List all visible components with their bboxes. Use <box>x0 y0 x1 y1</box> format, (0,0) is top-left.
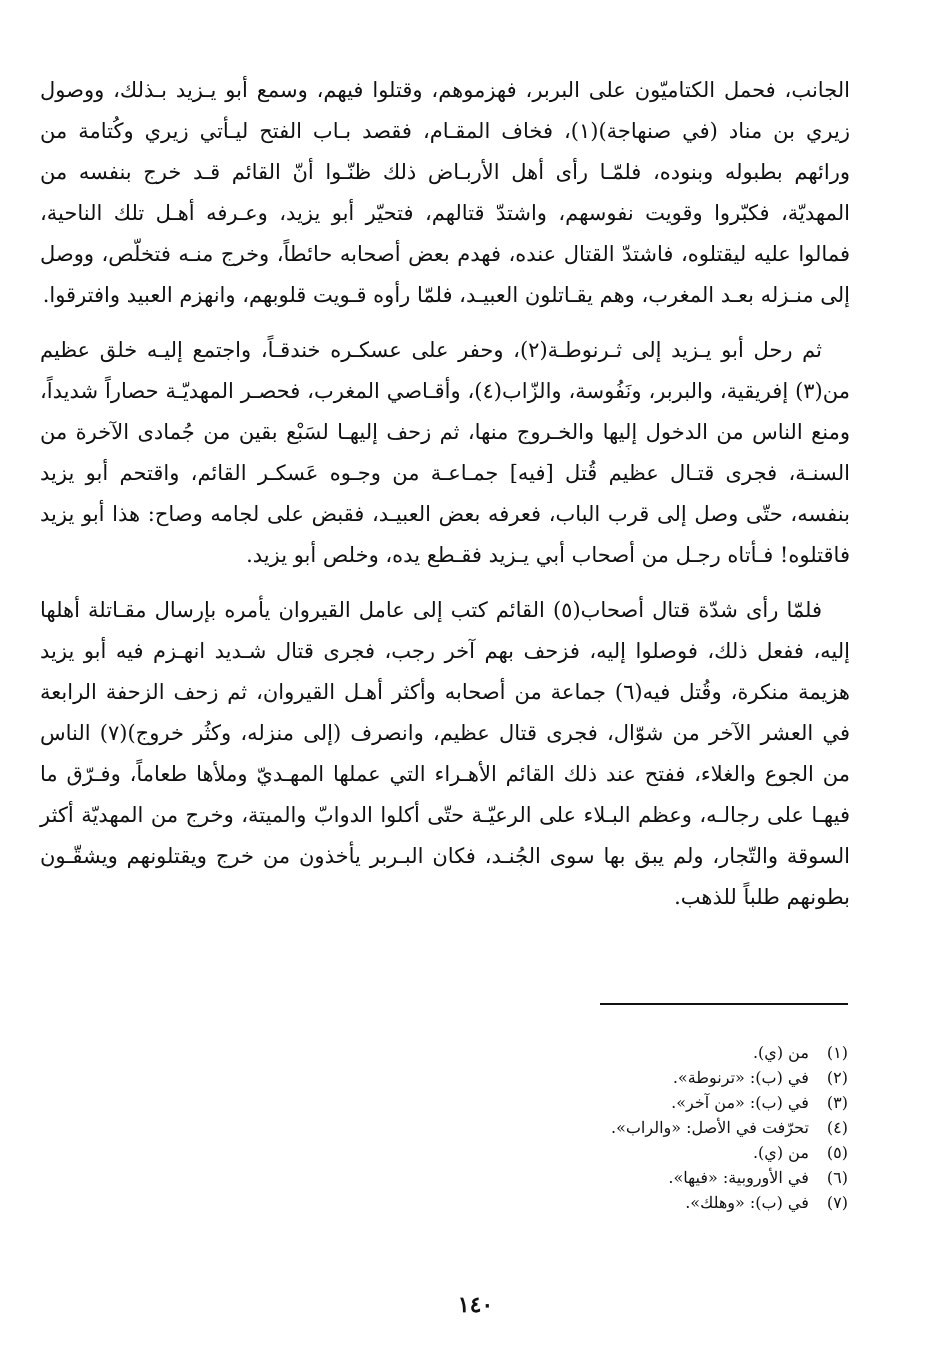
footnote-1 <box>148 1040 848 1065</box>
footnote-number: (٤) <box>826 1118 848 1137</box>
footnote-text: في (ب): «وهلك». <box>685 1193 809 1212</box>
footnote-text: في الأوروبية: «فيها». <box>668 1168 809 1187</box>
paragraph-1: الجانب، فحمل الكتاميّون على البربر، فهزموهم، وقتلوا فيهم، وسمع أبو يـزيد بـذلك، ووصول زيري بن مناد (في صنهاجة)(١)، فخاف المقـام، فقصد بـاب الفتح ليـأتي زيري وكُتامة من ورائهم بطبوله وبنوده، فلمّـا رأى أهل الأربـاض ذلك ظنّـوا أنّ القائم قـد خرج بنفسه من المهديّة، فكبّروا وقويت نفوسهم، واشتدّ قتالهم، فتحيّر أبو يزيد، وعـرفه أهـل تلك الناحية، فمالوا عليه ليقتلوه، فاشتدّ القتال عنده، فهدم بعض أصحابه حائطاً، وخرج منـه فتخلّص، ووصل إلى منـزله بعـد المغرب، وهم يقـاتلون العبيـد، فلمّا رأوه قـويت قلوبهم، وانهزم العبيد وافترقوا. <box>40 78 851 307</box>
footnote-text: في (ب): «من آخر». <box>671 1093 809 1112</box>
footnote-7 <box>148 1190 848 1215</box>
footnote-text: من (ي). <box>752 1143 809 1162</box>
footnote-number: (١) <box>826 1043 848 1062</box>
footnote-6 <box>148 1165 848 1190</box>
paragraph-3: فلمّا رأى شدّة قتال أصحاب(٥) القائم كتب إلى عامل القيروان يأمره بإرسال مقـاتلة أهلها إليه، ففعل ذلك، فوصلوا إليه، فزحف بهم آخر رجب، فجرى قتال شـديد انهـزم فيه أبو يزيد هزيمة منكرة، وقُتل فيه(٦) جماعة من أصحابه وأكثر أهـل القيروان، ثم زحف الزحفة الرابعة في العشر الآخر من شوّال، فجرى قتال عظيم، وانصرف (إلى منزله، وكثُر خروج)(٧) الناس من الجوع والغلاء، ففتح عند ذلك القائم الأهـراء التي عملها المهـديّ وملأها طعاماً، وفـرّق ما فيهـا على رجالـه، وعظم البـلاء على الرعيّـة حتّى أكلوا الدوابّ والميتة، وخرج من المهديّة أكثر السوقة والتّجار، ولم يبق بها سوى الجُنـد، فكان البـربر يأخذون من خرج ويقتلونهم ويشقّـون بطونهم طلباً للذهب. <box>40 598 850 909</box>
footnote-number: (٣) <box>826 1093 848 1112</box>
footnote-2 <box>148 1065 848 1090</box>
footnote-number: (٢) <box>826 1068 848 1087</box>
footnotes <box>148 1040 848 1215</box>
footnote-number: (٥) <box>826 1143 848 1162</box>
footnote-text: في (ب): «ترنوطة». <box>672 1068 809 1087</box>
footnote-separator <box>600 1003 848 1005</box>
main-text <box>40 70 850 932</box>
footnote-5 <box>148 1140 848 1165</box>
footnote-number: (٦) <box>826 1168 848 1187</box>
paragraph-2: ثم رحل أبو يـزيد إلى ثـرنوطـة(٢)، وحفر على عسكـره خندقـاً، واجتمع إليـه خلق عظيم من(٣) إفريقية، والبربر، ونَفُوسة، والزّاب(٤)، وأقـاصي المغرب، فحصـر المهديّـة حصاراً شديداً، ومنع الناس من الدخول إليها والخـروج منها، ثم زحف إليهـا لسَبْع بقين من جُمادى الآخرة من السنـة، فجرى قتـال عظيم قُتل [فيه] جمـاعـة من وجـوه عَسكـر القائم، واقتحم أبو يزيد بنفسه، حتّى وصل إلى قرب الباب، فعرفه بعض العبيـد، فقبض على لجامه وصاح: هذا أبو يزيد فاقتلوه! فـأتاه رجـل من أصحاب أبي يـزيد فقـطع يده، وخلص أبو يزيد. <box>40 338 850 567</box>
footnote-text: من (ي). <box>752 1043 809 1062</box>
page-number: ١٤٠ <box>457 1292 494 1318</box>
footnote-number: (٧) <box>826 1193 848 1212</box>
footnote-text: تحرّفت في الأصل: «والراب». <box>610 1118 809 1137</box>
footnote-4 <box>148 1115 848 1140</box>
footnote-3 <box>148 1090 848 1115</box>
